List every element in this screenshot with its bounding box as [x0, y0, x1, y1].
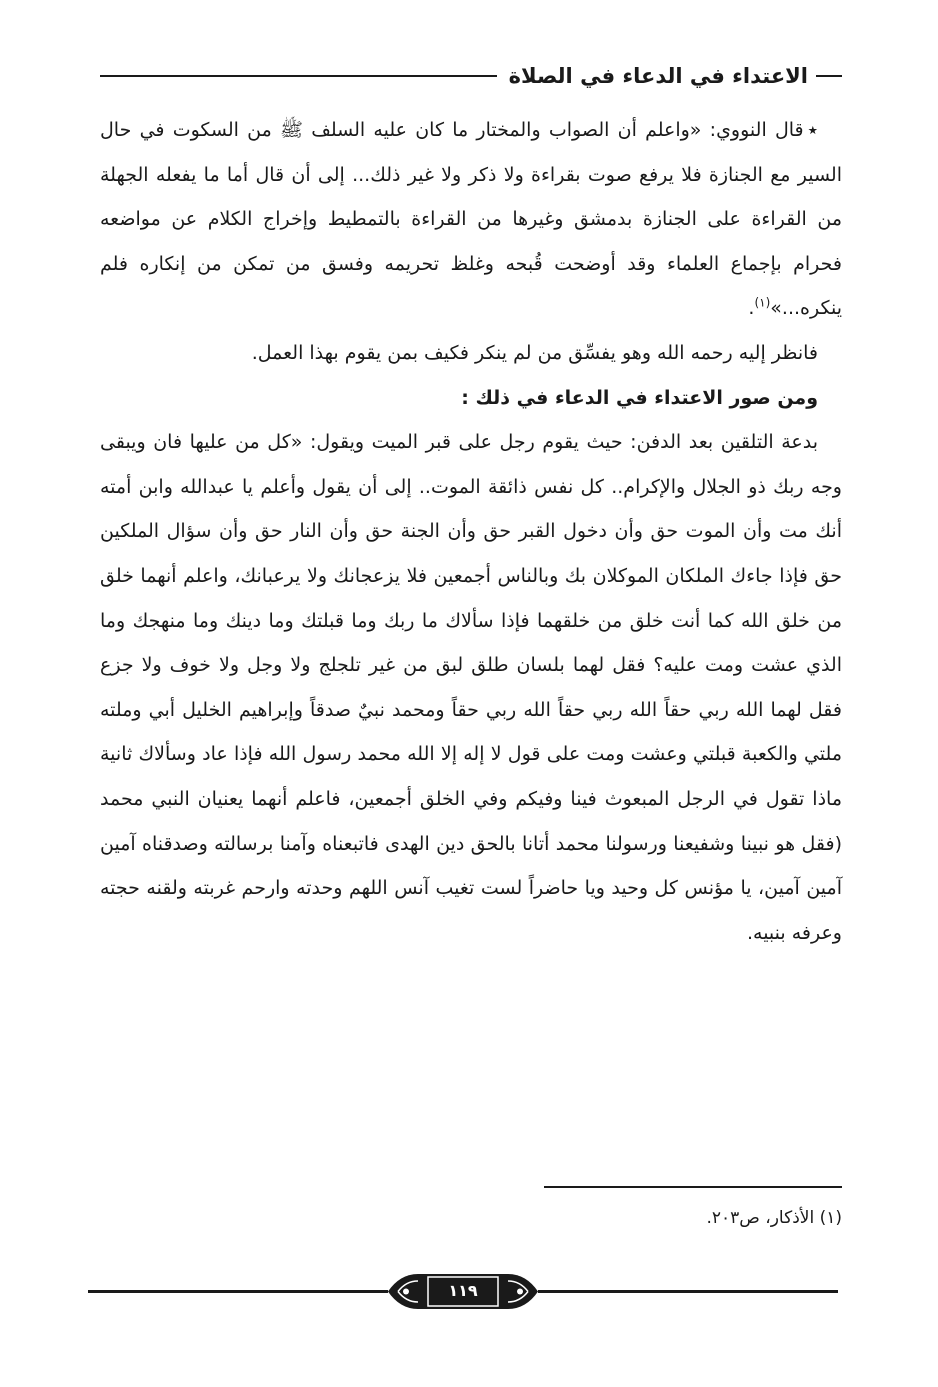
paragraph-marker: ٭ [807, 119, 818, 141]
nawawi-quote-text: قال النووي: «واعلم أن الصواب والمختار ما كان عليه السلف ﷺ من السكوت في حال السير مع الجنازة فلا يرفع صوت بقراءة ولا ذكر ولا غير ذلك... إلى أن قال أما ما يفعله الجهلة من القراءة على الجنازة بدمشق وغيرها من القراءة بالتمطيط وإخراج الكلام عن مواضعه فحرام بإجماع العلماء وقد أوضحت قُبحه وغلظ تحريمه وفسق من تمكن من إنكاره فلم ينكره...» [100, 119, 842, 320]
footnote-1: (١) الأذكار، ص٢٠٣. [706, 1208, 842, 1228]
paragraph-end: . [748, 297, 755, 320]
ornament-left-rule [88, 1290, 388, 1293]
ornament-dot-right [517, 1289, 523, 1295]
footnote-reference[interactable]: (١) [754, 296, 771, 311]
ornament-right-rule [538, 1290, 838, 1293]
body-text [100, 108, 842, 955]
paragraph-commentary: فانظر إليه رحمه الله وهو يفسِّق من لم ينكر فكيف بمن يقوم بهذا العمل. [251, 341, 818, 364]
page-number-ornament [88, 1268, 838, 1314]
page-number: ١١٩ [448, 1281, 478, 1300]
header-rule [100, 75, 497, 77]
header-dash [816, 75, 842, 77]
paragraph-talqin: بدعة التلقين بعد الدفن: حيث يقوم رجل على قبر الميت ويقول: «كل من عليها فان ويبقى وجه ربك ذو الجلال والإكرام.. كل نفس ذائقة الموت.. إلى أن يقول وأعلم يا عبدالله وابن أمته أنك مت وأن الموت حق وأن دخول القبر حق وأن الجنة حق وأن النار حق وأن سؤال الملكين حق فإذا جاءك الملكان الموكلان بك وبالناس أجمعين فلا يزعجانك ولا يرعبانك، واعلم أنهما خلق من خلق الله كما أنت خلق من خلقهما فإذا سألاك ما ربك وما قبلتك وما دينك وما منهجك وما الذي عشت ومت عليه؟ فقل لهما بلسان طلق لبق من غير تلجلج ولا وجل ولا خوف ولا جزع فقل لهما الله ربي حقاً الله ربي حقاً الله ربي حقاً ومحمد نبيٌ صدقاً وإبراهيم الخليل أبي وملته ملتي والكعبة قبلتي وعشت ومت على قول لا إله إلا الله محمد رسول الله فإذا عاد وسألاك ثانية ماذا تقول في الرجل المبعوث فينا وفيكم وفي الخلق أجمعين، فاعلم أنهما يعنيان النبي محمد (فقل هو نبينا وشفيعنا ورسولنا محمد أتانا بالحق دين الهدى فاتبعناه وآمنا برسالته وصدقناه آمين آمين آمين، يا مؤنس كل وحيد ويا حاضراً لست تغيب آنس اللهم وحدته وارحم غربته ولقنه حجته وعرفه بنبيه. [100, 431, 842, 944]
paragraph-nawawi-quote [100, 108, 842, 331]
section-heading: ومن صور الاعتداء في الدعاء في ذلك : [461, 386, 818, 409]
running-header [100, 58, 842, 94]
running-header-title: الاعتداء في الدعاء في الصلاة [508, 64, 808, 88]
footnote-separator [544, 1186, 842, 1188]
ornament-dot-left [403, 1289, 409, 1295]
